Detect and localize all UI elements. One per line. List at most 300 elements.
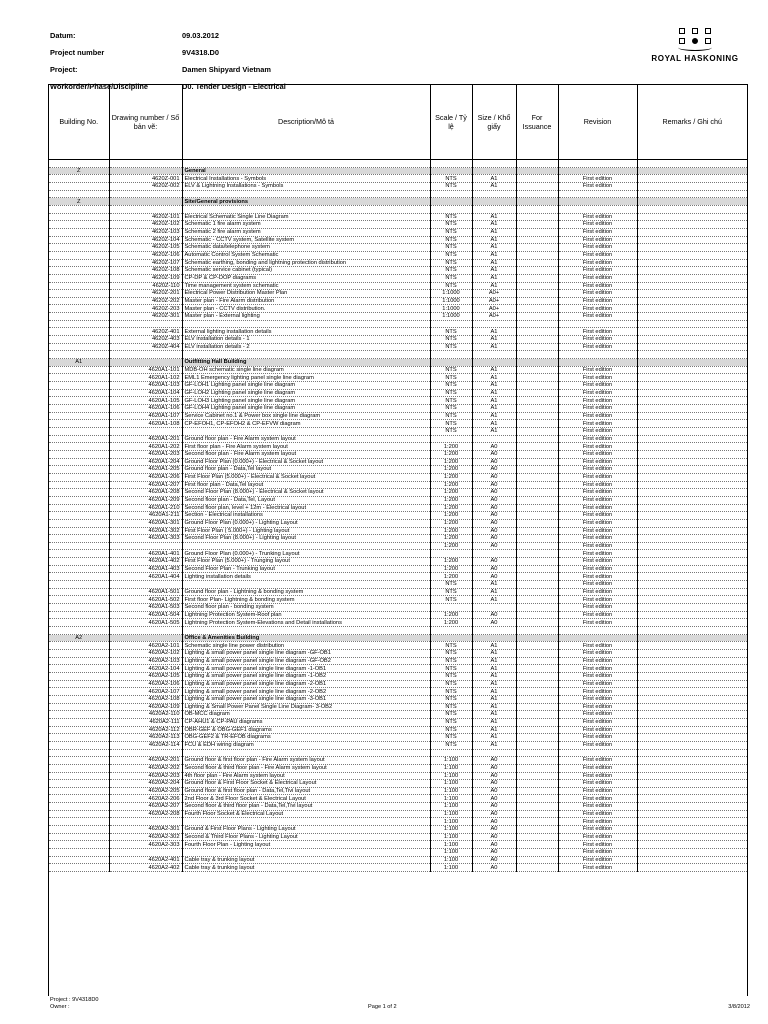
cell-size: A0 (472, 764, 516, 772)
cell-scale (430, 359, 472, 367)
cell-drawing-number: 4620A2-207 (109, 803, 182, 811)
table-row (49, 619, 747, 627)
cell-description (182, 160, 430, 168)
cell-scale: 1:200 (430, 527, 472, 535)
cell-description: Section - Electrical installations (182, 512, 430, 520)
cell-issuance (516, 764, 558, 772)
table-row (49, 764, 747, 772)
cell-description (182, 205, 430, 213)
cell-building (49, 160, 109, 168)
cell-revision: First edition (558, 412, 637, 420)
cell-drawing-number: 4620A2-113 (109, 734, 182, 742)
cell-remarks (637, 244, 747, 252)
cell-building: A1 (49, 359, 109, 367)
cell-revision: First edition (558, 305, 637, 313)
cell-revision: First edition (558, 565, 637, 573)
cell-revision: First edition (558, 604, 637, 612)
cell-drawing-number: 4620A1-403 (109, 565, 182, 573)
cell-issuance (516, 573, 558, 581)
cell-drawing-number: 4620Z-107 (109, 259, 182, 267)
cell-remarks (637, 313, 747, 321)
cell-building (49, 772, 109, 780)
cell-drawing-number: 4620Z-105 (109, 244, 182, 252)
cell-drawing-number: 4620A2-106 (109, 680, 182, 688)
cell-drawing-number: 4620A2-303 (109, 841, 182, 849)
cell-scale: 1:200 (430, 542, 472, 550)
cell-building (49, 841, 109, 849)
cell-scale: 1:200 (430, 619, 472, 627)
cell-revision: First edition (558, 527, 637, 535)
cell-issuance (516, 665, 558, 673)
cell-revision: First edition (558, 558, 637, 566)
cell-issuance (516, 496, 558, 504)
cell-scale: 1:200 (430, 481, 472, 489)
cell-drawing-number (109, 205, 182, 213)
cell-scale: 1:100 (430, 849, 472, 857)
cell-scale: NTS (430, 343, 472, 351)
cell-revision: First edition (558, 519, 637, 527)
cell-scale (430, 749, 472, 757)
company-logo (640, 28, 750, 63)
cell-drawing-number: 4620A1-505 (109, 619, 182, 627)
table-row (49, 650, 747, 658)
cell-building (49, 596, 109, 604)
cell-drawing-number: 4620A2-204 (109, 780, 182, 788)
table-row (49, 558, 747, 566)
cell-description: Ground floor & First Floor Socket & Electrical Layout (182, 780, 430, 788)
cell-scale: 1:100 (430, 795, 472, 803)
cell-scale: 1:200 (430, 458, 472, 466)
cell-drawing-number: 4620A2-110 (109, 711, 182, 719)
cell-building (49, 757, 109, 765)
column-header-issuance: For Issuance (516, 85, 558, 160)
cell-issuance (516, 726, 558, 734)
table-row (49, 489, 747, 497)
cell-scale: 1:100 (430, 780, 472, 788)
cell-description: CP-EFOH1, CP-EFOH2 & CP-EFVW diagram (182, 420, 430, 428)
cell-description: Ground Floor Plan (0.000+) - Electrical & Socket layout (182, 458, 430, 466)
cell-building (49, 519, 109, 527)
cell-size: A0 (472, 443, 516, 451)
cell-remarks (637, 818, 747, 826)
cell-issuance (516, 611, 558, 619)
cell-remarks (637, 489, 747, 497)
table-row (49, 826, 747, 834)
table-row (49, 473, 747, 481)
table-row (49, 665, 747, 673)
cell-drawing-number: 4620A1-204 (109, 458, 182, 466)
cell-size: A0 (472, 458, 516, 466)
cell-revision: First edition (558, 680, 637, 688)
cell-size: A1 (472, 244, 516, 252)
cell-remarks (637, 764, 747, 772)
cell-size (472, 190, 516, 198)
cell-issuance (516, 489, 558, 497)
cell-scale: NTS (430, 397, 472, 405)
table-row (49, 366, 747, 374)
cell-drawing-number: 4620A1-501 (109, 588, 182, 596)
cell-building (49, 550, 109, 558)
cell-drawing-number: 4620A2-208 (109, 810, 182, 818)
cell-revision (558, 167, 637, 175)
table-row (49, 726, 747, 734)
cell-scale (430, 167, 472, 175)
cell-drawing-number: 4620A2-102 (109, 650, 182, 658)
cell-drawing-number: 4620A2-107 (109, 688, 182, 696)
cell-drawing-number: 4620A1-203 (109, 450, 182, 458)
cell-description: Second Floor Plan - Trunking layout (182, 565, 430, 573)
cell-description: Office & Amenities Building (182, 634, 430, 642)
cell-issuance (516, 718, 558, 726)
table-row (49, 221, 747, 229)
cell-revision: First edition (558, 297, 637, 305)
cell-remarks (637, 443, 747, 451)
cell-remarks (637, 412, 747, 420)
cell-size: A0 (472, 818, 516, 826)
cell-issuance (516, 841, 558, 849)
cell-description (182, 581, 430, 589)
cell-scale: NTS (430, 420, 472, 428)
cell-size: A0+ (472, 297, 516, 305)
cell-drawing-number (109, 198, 182, 206)
cell-description: Ground & First Floor Plans - Lighting Layout (182, 826, 430, 834)
cell-building (49, 741, 109, 749)
cell-drawing-number (109, 818, 182, 826)
column-header-drawing-number: Drawing number / Số bản vẽ: (109, 85, 182, 160)
cell-size: A0+ (472, 313, 516, 321)
cell-scale: NTS (430, 665, 472, 673)
cell-description: General (182, 167, 430, 175)
cell-scale: NTS (430, 642, 472, 650)
cell-scale: NTS (430, 695, 472, 703)
cell-building (49, 856, 109, 864)
cell-revision: First edition (558, 657, 637, 665)
cell-revision: First edition (558, 496, 637, 504)
cell-description: Lightning Protection System-Elevations and Detail installations (182, 619, 430, 627)
cell-revision: First edition (558, 182, 637, 190)
cell-description: Master plan - CCTV distribution. (182, 305, 430, 313)
table-row (49, 443, 747, 451)
cell-scale: NTS (430, 703, 472, 711)
cell-revision: First edition (558, 542, 637, 550)
cell-remarks (637, 558, 747, 566)
cell-description: GF-LOH3 Lighting panel single line diagram (182, 397, 430, 405)
table-row (49, 466, 747, 474)
cell-size (472, 320, 516, 328)
cell-issuance (516, 741, 558, 749)
cell-description: EML1 Emergency lighting panel single line diagram (182, 374, 430, 382)
cell-issuance (516, 672, 558, 680)
cell-issuance (516, 849, 558, 857)
cell-revision: First edition (558, 328, 637, 336)
cell-revision: First edition (558, 757, 637, 765)
cell-description: Site/General provisions (182, 198, 430, 206)
cell-building (49, 297, 109, 305)
cell-revision: First edition (558, 473, 637, 481)
cell-description: Lighting & small power panel single line diagram -GF-OB2 (182, 657, 430, 665)
cell-scale: 1:100 (430, 841, 472, 849)
cell-building (49, 473, 109, 481)
cell-size: A1 (472, 711, 516, 719)
cell-scale: NTS (430, 741, 472, 749)
cell-remarks (637, 665, 747, 673)
cell-scale: 1:100 (430, 764, 472, 772)
cell-size: A0+ (472, 290, 516, 298)
cell-remarks (637, 336, 747, 344)
cell-revision: First edition (558, 849, 637, 857)
cell-issuance (516, 864, 558, 872)
cell-remarks (637, 703, 747, 711)
footer-date: 3/8/2012 (728, 1004, 750, 1010)
cell-scale: 1:100 (430, 818, 472, 826)
cell-size: A0 (472, 611, 516, 619)
table-row (49, 695, 747, 703)
cell-description: Second Floor Plan (8.000+) - Electrical & Socket layout (182, 489, 430, 497)
cell-issuance (516, 458, 558, 466)
cell-issuance (516, 205, 558, 213)
cell-building (49, 228, 109, 236)
cell-drawing-number: 4620A2-206 (109, 795, 182, 803)
cell-issuance (516, 351, 558, 359)
cell-description (182, 427, 430, 435)
cell-scale: 1:200 (430, 450, 472, 458)
cell-remarks (637, 282, 747, 290)
table-row (49, 175, 747, 183)
cell-revision: First edition (558, 741, 637, 749)
cell-size (472, 198, 516, 206)
cell-revision: First edition (558, 795, 637, 803)
cell-building (49, 726, 109, 734)
cell-drawing-number: 4620A1-105 (109, 397, 182, 405)
cell-scale: NTS (430, 581, 472, 589)
cell-issuance (516, 244, 558, 252)
cell-description: Schematic single line power distribution (182, 642, 430, 650)
cell-scale: 1:1000 (430, 297, 472, 305)
cell-revision (558, 627, 637, 635)
cell-building (49, 389, 109, 397)
cell-issuance (516, 780, 558, 788)
cell-remarks (637, 175, 747, 183)
cell-scale: NTS (430, 734, 472, 742)
cell-building (49, 542, 109, 550)
table-row (49, 190, 747, 198)
cell-building (49, 795, 109, 803)
cell-revision: First edition (558, 780, 637, 788)
cell-scale (430, 198, 472, 206)
cell-issuance (516, 190, 558, 198)
cell-revision: First edition (558, 213, 637, 221)
cell-revision: First edition (558, 596, 637, 604)
column-header-remarks: Remarks / Ghi chú (637, 85, 747, 160)
cell-description: Automatic Control System Schematic (182, 251, 430, 259)
cell-issuance (516, 558, 558, 566)
cell-drawing-number: 4620A1-210 (109, 504, 182, 512)
cell-building (49, 205, 109, 213)
drawing-register-table-container (48, 84, 748, 996)
cell-description: Second floor plan - bonding system (182, 604, 430, 612)
cell-issuance (516, 542, 558, 550)
cell-scale: 1:1000 (430, 313, 472, 321)
cell-issuance (516, 634, 558, 642)
cell-description: Time management system schematic (182, 282, 430, 290)
cell-building (49, 236, 109, 244)
cell-size (472, 604, 516, 612)
cell-drawing-number: 4620A2-402 (109, 864, 182, 872)
cell-building: Z (49, 167, 109, 175)
cell-scale: NTS (430, 389, 472, 397)
cell-size: A1 (472, 581, 516, 589)
table-row (49, 213, 747, 221)
cell-size: A0 (472, 535, 516, 543)
cell-size: A0 (472, 826, 516, 834)
cell-size: A0 (472, 787, 516, 795)
cell-remarks (637, 160, 747, 168)
cell-issuance (516, 198, 558, 206)
cell-issuance (516, 389, 558, 397)
cell-size: A1 (472, 672, 516, 680)
cell-scale: 1:100 (430, 810, 472, 818)
cell-drawing-number: 4620A2-302 (109, 833, 182, 841)
table-row (49, 397, 747, 405)
cell-description: Second floor & third floor plan - Data,Tel,Tivi layout (182, 803, 430, 811)
cell-size: A0 (472, 573, 516, 581)
cell-building (49, 558, 109, 566)
cell-drawing-number: 4620Z-102 (109, 221, 182, 229)
cell-size: A1 (472, 588, 516, 596)
cell-building (49, 450, 109, 458)
cell-drawing-number: 4620A2-112 (109, 726, 182, 734)
cell-revision: First edition (558, 818, 637, 826)
page-footer (50, 997, 750, 1011)
cell-building (49, 489, 109, 497)
cell-drawing-number: 4620A2-203 (109, 772, 182, 780)
cell-size: A1 (472, 665, 516, 673)
cell-revision: First edition (558, 481, 637, 489)
cell-description: Ground floor & first floor plan - Data,Tel,Tivi layout (182, 787, 430, 795)
cell-building (49, 680, 109, 688)
cell-remarks (637, 328, 747, 336)
cell-issuance (516, 267, 558, 275)
cell-revision: First edition (558, 443, 637, 451)
cell-issuance (516, 695, 558, 703)
cell-size: A1 (472, 657, 516, 665)
cell-building (49, 810, 109, 818)
cell-description (182, 749, 430, 757)
cell-remarks (637, 550, 747, 558)
cell-description: ELV installation details - 1 (182, 336, 430, 344)
cell-remarks (637, 688, 747, 696)
table-row (49, 757, 747, 765)
cell-revision: First edition (558, 826, 637, 834)
cell-drawing-number: 4620A1-209 (109, 496, 182, 504)
cell-scale (430, 550, 472, 558)
cell-revision: First edition (558, 703, 637, 711)
cell-drawing-number: 4620A1-206 (109, 473, 182, 481)
cell-remarks (637, 397, 747, 405)
cell-scale: NTS (430, 711, 472, 719)
cell-revision: First edition (558, 772, 637, 780)
table-row (49, 864, 747, 872)
table-row (49, 305, 747, 313)
cell-building (49, 267, 109, 275)
cell-issuance (516, 650, 558, 658)
cell-issuance (516, 619, 558, 627)
cell-remarks (637, 290, 747, 298)
cell-issuance (516, 213, 558, 221)
cell-size: A1 (472, 412, 516, 420)
cell-revision: First edition (558, 619, 637, 627)
cell-remarks (637, 795, 747, 803)
footer-owner: Owner : (50, 1004, 70, 1010)
table-row (49, 420, 747, 428)
table-row (49, 856, 747, 864)
cell-drawing-number: 4620A2-108 (109, 695, 182, 703)
cell-scale: 1:200 (430, 466, 472, 474)
cell-remarks (637, 512, 747, 520)
cell-drawing-number: 4620A1-106 (109, 405, 182, 413)
cell-description: First floor plan - Data,Tel layout (182, 481, 430, 489)
cell-revision: First edition (558, 274, 637, 282)
cell-drawing-number: 4620Z-110 (109, 282, 182, 290)
cell-size: A0 (472, 795, 516, 803)
cell-issuance (516, 274, 558, 282)
table-row (49, 573, 747, 581)
cell-size: A0 (472, 527, 516, 535)
table-row (49, 160, 747, 168)
cell-building (49, 420, 109, 428)
table-row (49, 803, 747, 811)
cell-drawing-number: 4620A1-402 (109, 558, 182, 566)
cell-revision: First edition (558, 803, 637, 811)
cell-drawing-number: 4620Z-002 (109, 182, 182, 190)
table-row (49, 787, 747, 795)
cell-issuance (516, 757, 558, 765)
cell-revision: First edition (558, 642, 637, 650)
cell-description (182, 320, 430, 328)
cell-issuance (516, 320, 558, 328)
cell-remarks (637, 573, 747, 581)
cell-size: A1 (472, 741, 516, 749)
cell-drawing-number (109, 167, 182, 175)
table-row (49, 688, 747, 696)
cell-building (49, 780, 109, 788)
cell-description: Schematic data/telephone system (182, 244, 430, 252)
cell-size: A1 (472, 695, 516, 703)
cell-size (472, 205, 516, 213)
cell-description: Second floor plan - Fire Alarm system layout (182, 450, 430, 458)
cell-issuance (516, 443, 558, 451)
cell-revision: First edition (558, 175, 637, 183)
table-row (49, 228, 747, 236)
cell-revision: First edition (558, 313, 637, 321)
cell-scale: 1:200 (430, 519, 472, 527)
cell-building (49, 718, 109, 726)
cell-revision (558, 205, 637, 213)
header-value: D0. Tender Design - Electrical (182, 82, 286, 91)
column-header-revision: Revision (558, 85, 637, 160)
cell-size: A1 (472, 228, 516, 236)
cell-issuance (516, 657, 558, 665)
cell-remarks (637, 351, 747, 359)
cell-remarks (637, 297, 747, 305)
cell-building (49, 382, 109, 390)
cell-issuance (516, 420, 558, 428)
cell-building (49, 274, 109, 282)
cell-scale: 1:200 (430, 443, 472, 451)
cell-building (49, 535, 109, 543)
cell-size: A1 (472, 596, 516, 604)
table-row (49, 412, 747, 420)
